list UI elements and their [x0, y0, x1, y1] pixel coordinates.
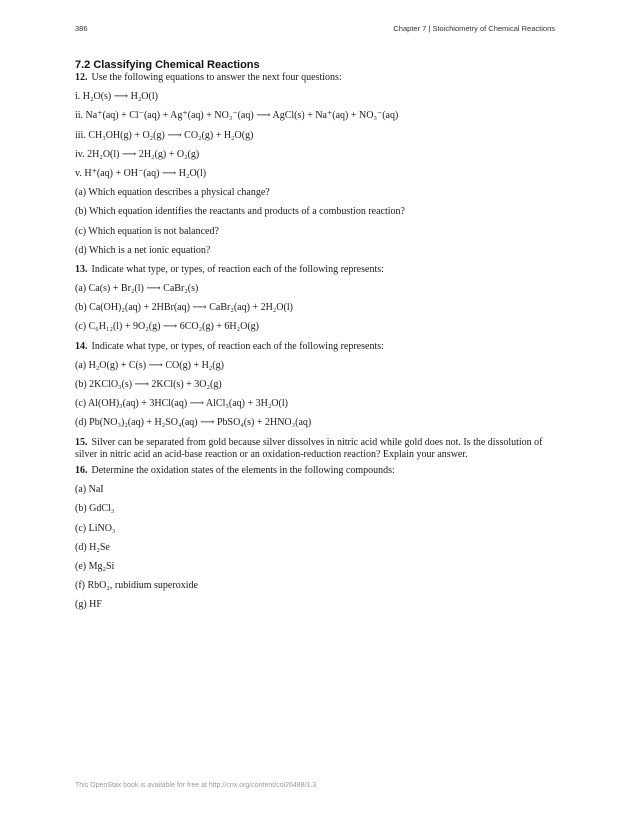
q14-prompt-text: Indicate what type, or types, of reaction each of the following represents: — [91, 340, 384, 352]
q12-part-b: (b) Which equation identifies the reactants and products of a combustion reaction? — [75, 206, 405, 218]
q12-part-a: (a) Which equation describes a physical change? — [75, 187, 270, 199]
q14-number: 14. — [75, 340, 88, 352]
q14-prompt — [75, 341, 560, 353]
page-header — [75, 24, 555, 38]
q16-number: 16. — [75, 465, 88, 477]
chapter-title: Chapter 7 | Stoichiometry of Chemical Reactions — [393, 24, 555, 33]
section-title: 7.2 Classifying Chemical Reactions — [75, 59, 260, 71]
q13-part-a: (a) Ca(s) + Br₂(l) ⟶ CaBr₂(s) — [75, 283, 199, 295]
q13-part-c: (c) C₆H₁₂(l) + 9O₂(g) ⟶ 6CO₂(g) + 6H₂O(g) — [75, 321, 259, 333]
q12-prompt — [75, 72, 560, 84]
main-content — [75, 58, 560, 611]
q12-equation-iv: iv. 2H₂O(l) ⟶ 2H₂(g) + O₂(g) — [75, 148, 200, 160]
q16-prompt-text: Determine the oxidation states of the elements in the following compounds: — [91, 465, 395, 477]
q12-equation-ii: ii. Na⁺(aq) + Cl⁻(aq) + Ag⁺(aq) + NO₃⁻(aq) ⟶ AgCl(s) + Na⁺(aq) + NO₃⁻(aq) — [75, 110, 399, 122]
page-footer: This OpenStax book is available for free at http://cnx.org/content/col26488/1.3 — [75, 782, 317, 789]
q16-part-f: (f) RbO₂, rubidium superoxide — [75, 580, 198, 592]
q12-part-c: (c) Which equation is not balanced? — [75, 225, 219, 237]
q15-number: 15. — [75, 436, 88, 448]
q16-part-d: (d) H₂Se — [75, 541, 110, 553]
q16-part-e: (e) Mg₂Si — [75, 561, 115, 572]
q12-equation-iii: iii. CH₃OH(g) + O₂(g) ⟶ CO₂(g) + H₂O(g) — [75, 129, 254, 141]
page-number: 386 — [75, 24, 88, 33]
q16-prompt — [75, 465, 560, 477]
q13-prompt-text: Indicate what type, or types, of reaction each of the following represents: — [91, 263, 384, 275]
q12-number: 12. — [75, 72, 88, 83]
q12-prompt-text: Use the following equations to answer the next four questions: — [91, 72, 342, 83]
q12-equation-v: v. H⁺(aq) + OH⁻(aq) ⟶ H₂O(l) — [75, 167, 207, 179]
q16-part-c: (c) LiNO₃ — [75, 522, 116, 534]
q16-part-a: (a) NaI — [75, 484, 104, 496]
q14-part-b: (b) 2KClO₃(s) ⟶ 2KCl(s) + 3O₂(g) — [75, 379, 222, 390]
q13-number: 13. — [75, 263, 88, 275]
q16-part-g: (g) HF — [75, 599, 102, 611]
q13-prompt — [75, 264, 560, 276]
q16-part-b: (b) GdCl₃ — [75, 503, 115, 515]
q15-text: Silver can be separated from gold because silver dissolves in nitric acid while gold does not. Is the dissolution of silver in nitric acid an acid-base reaction or an oxidation-reduction reaction? Explain your answer. — [75, 436, 543, 460]
q14-part-a: (a) H₂O(g) + C(s) ⟶ CO(g) + H₂(g) — [75, 359, 224, 371]
q12-part-d: (d) Which is a net ionic equation? — [75, 244, 211, 256]
q13-part-b: (b) Ca(OH)₂(aq) + 2HBr(aq) ⟶ CaBr₂(aq) + 2H₂O(l) — [75, 302, 293, 314]
q14-part-c: (c) Al(OH)₃(aq) + 3HCl(aq) ⟶ AlCl₃(aq) + 3H₂O(l) — [75, 398, 288, 410]
q15 — [75, 437, 560, 461]
q12-equation-i: i. H₂O(s) ⟶ H₂O(l) — [75, 91, 158, 103]
q14-part-d: (d) Pb(NO₃)₂(aq) + H₂SO₄(aq) ⟶ PbSO₄(s) + 2HNO₃(aq) — [75, 417, 312, 429]
